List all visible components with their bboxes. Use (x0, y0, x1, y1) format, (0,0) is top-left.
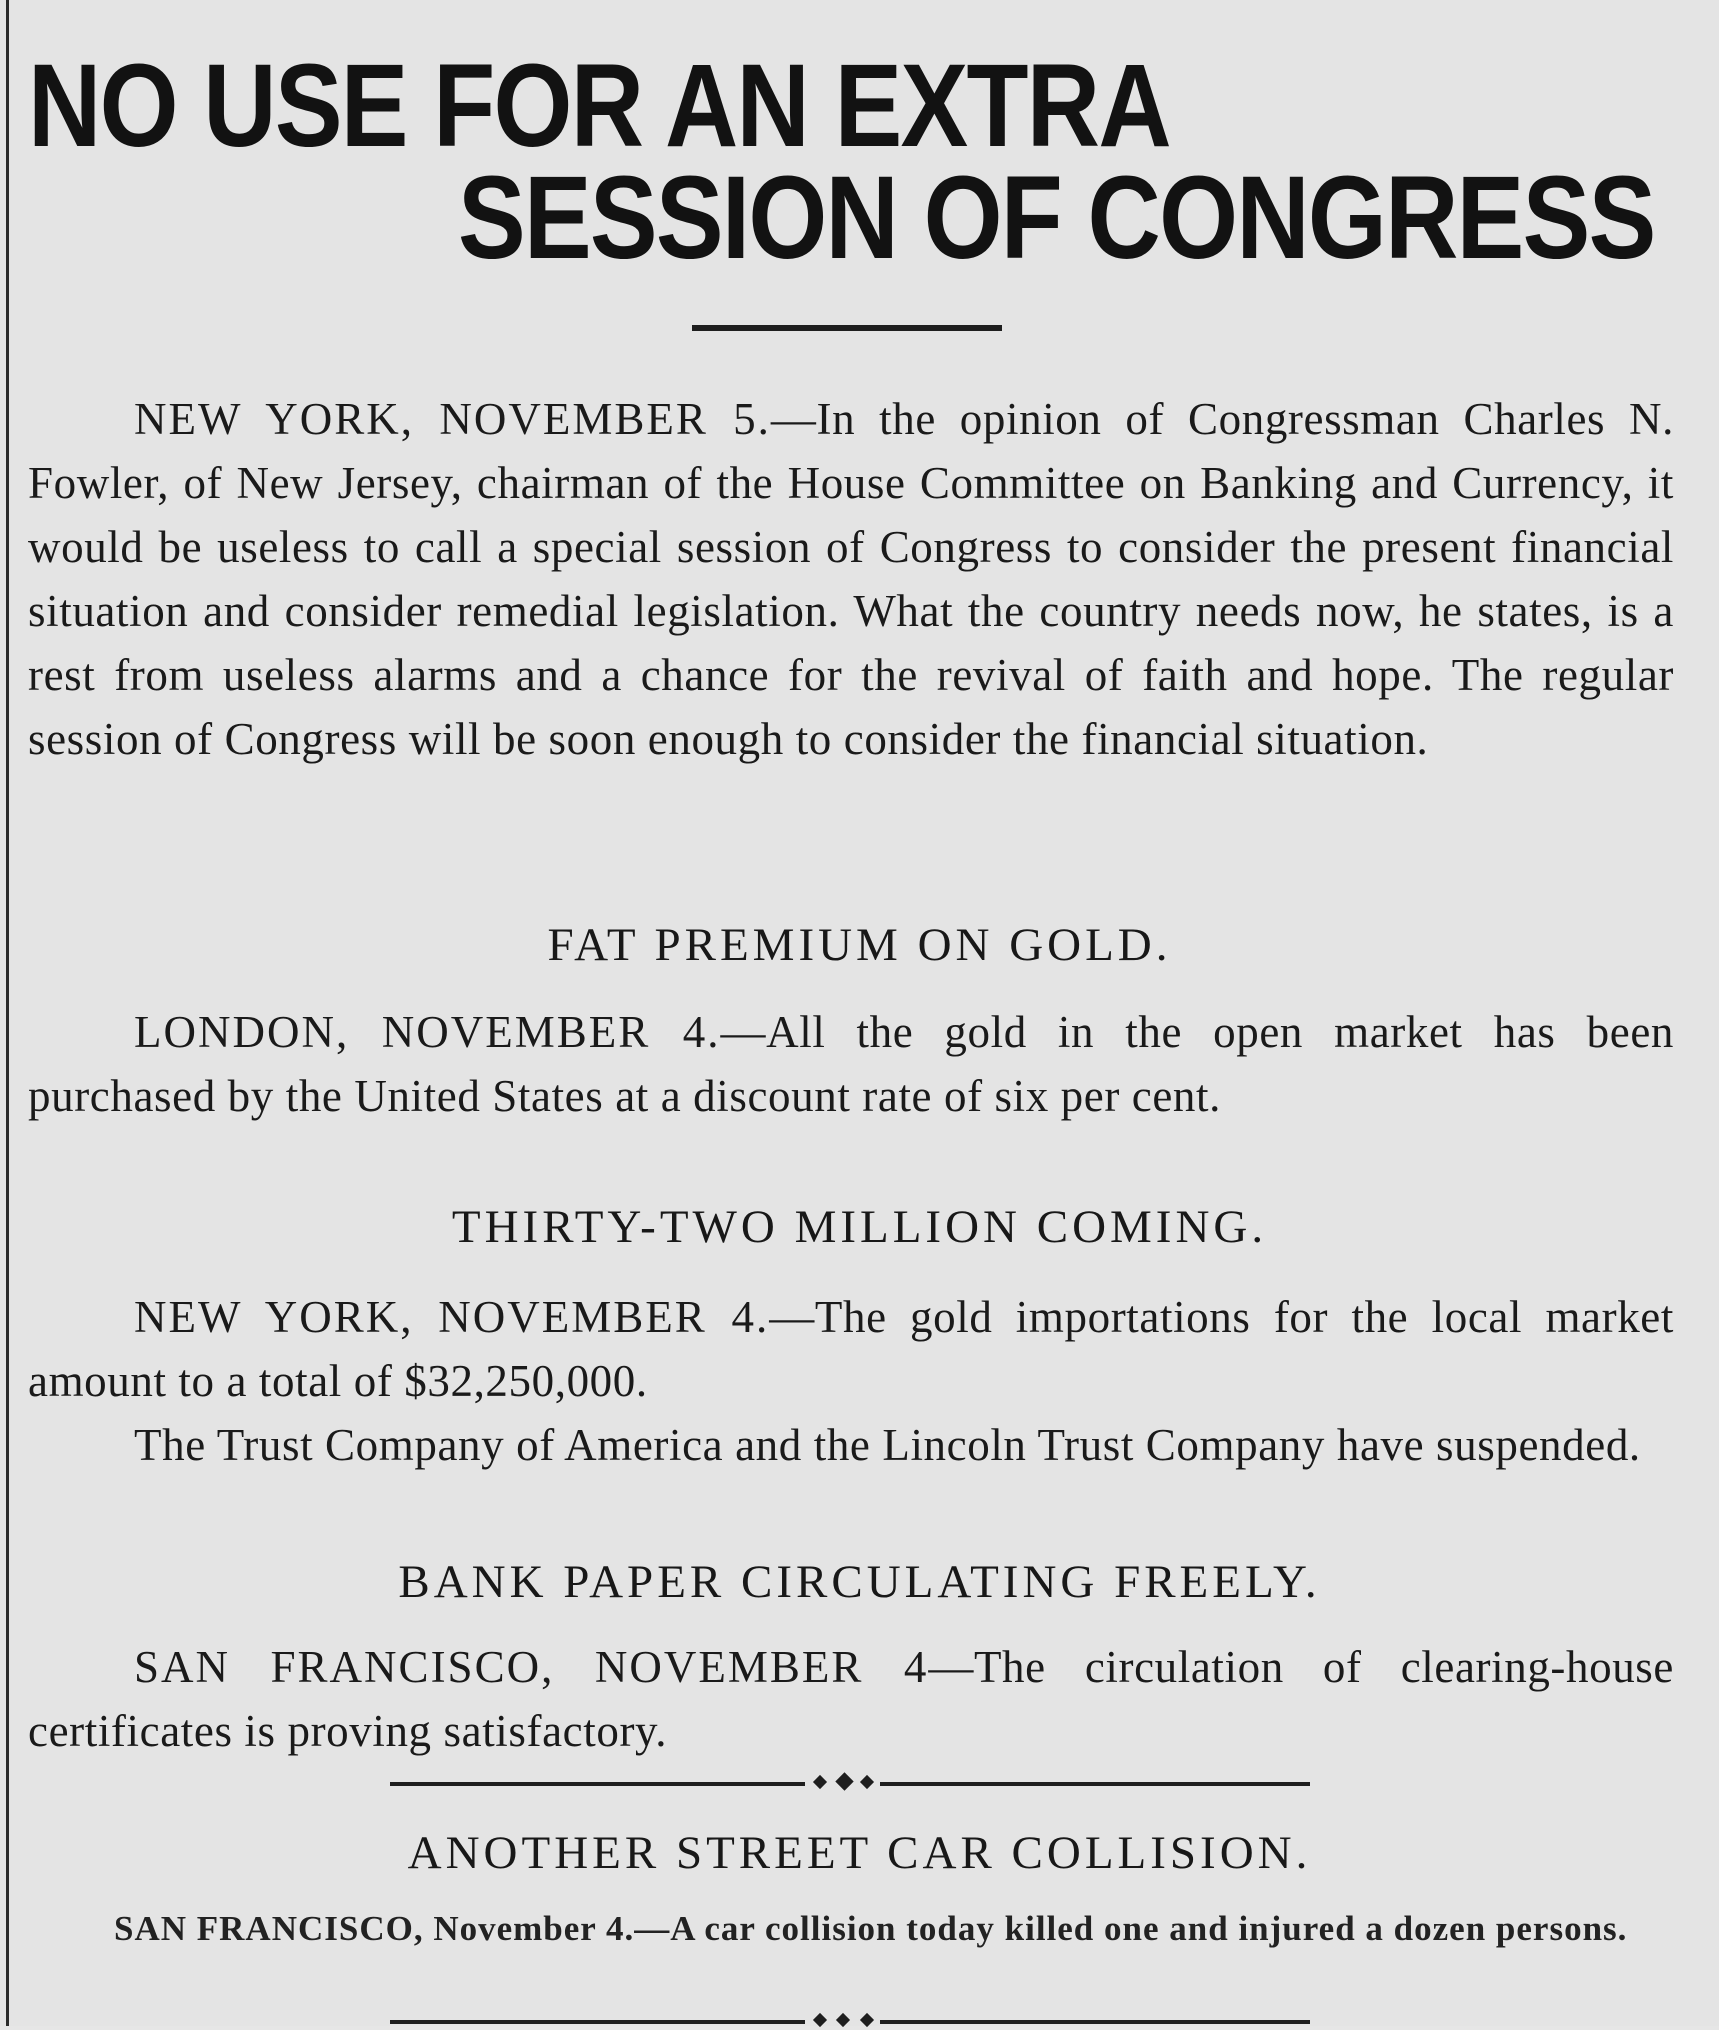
story-2-body: —All the gold in the open market has been purchased by the United States at a discount rate of six per cent. (28, 1007, 1674, 1121)
story-5-dateline: SAN FRANCISCO, November 4. (114, 1909, 635, 1948)
story-3-paragraph (28, 1285, 1674, 1413)
headline-divider (692, 325, 1002, 331)
story-4-dateline: SAN FRANCISCO, NOVEMBER 4 (134, 1642, 929, 1692)
story-5-paragraph (28, 1898, 1674, 1960)
story-1-paragraph (28, 387, 1674, 771)
story-2-paragraph (28, 1000, 1674, 1128)
story-5-body: —A car collision today killed one and injured a dozen persons. (634, 1909, 1628, 1948)
story-3-body: —The gold importations for the local market amount to a total of $32,250,000. (28, 1292, 1674, 1406)
story-4-subhead: BANK PAPER CIRCULATING FREELY. (398, 1556, 1321, 1608)
story-4-body: —The circulation of clearing-house certificates is proving satisfactory. (28, 1642, 1674, 1756)
story-1-body: —In the opinion of Congressman Charles N. Fowler, of New Jersey, chairman of the House Committee on Banking and Currency, it would be useless to call a special session of Congress to consider the present financial situation and consider remedial legislation. What the country needs now, he states, is a rest from useless alarms and a chance for the revival of faith and hope. The regular session of Congress will be soon enough to consider the financial situation. (28, 394, 1674, 764)
ornament-divider-bottom (390, 2014, 1310, 2030)
story-3-dateline: NEW YORK, NOVEMBER 4. (134, 1292, 770, 1342)
story-3-subhead: THIRTY-TWO MILLION COMING. (451, 1201, 1268, 1253)
headline-line-2: SESSION OF CONGRESS (458, 152, 1655, 284)
story-2-dateline: LONDON, NOVEMBER 4. (134, 1007, 721, 1057)
story-3-paragraph-2: The Trust Company of America and the Lincoln Trust Company have suspended. (134, 1420, 1641, 1470)
headline-line-1: NO USE FOR AN EXTRA (28, 40, 1170, 172)
story-4-paragraph (28, 1635, 1674, 1763)
column-rule (6, 0, 9, 2026)
story-1-dateline: NEW YORK, NOVEMBER 5. (134, 394, 771, 444)
story-5-subhead: ANOTHER STREET CAR COLLISION. (407, 1827, 1312, 1879)
story-2-subhead: FAT PREMIUM ON GOLD. (547, 919, 1172, 971)
ornament-divider (390, 1776, 1310, 1792)
